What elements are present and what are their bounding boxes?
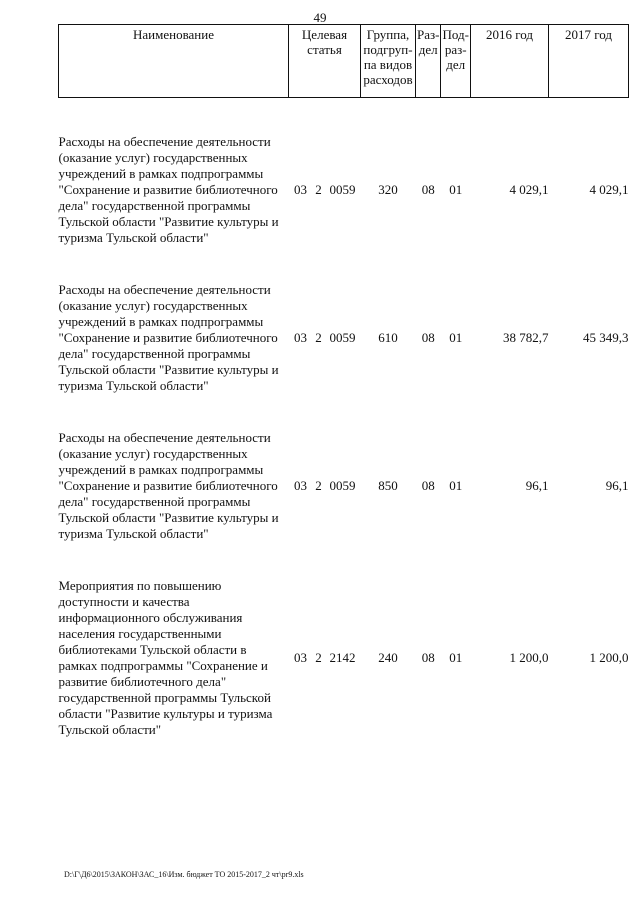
header-section: Раз-дел xyxy=(416,25,441,98)
header-subsection: Под-раз-дел xyxy=(441,25,470,98)
row-subsection: 01 xyxy=(449,330,463,345)
row-name: Расходы на обеспечение деятельности (оказание услуг) государственных учреждений в рамках подпрограммы "Сохранение и развитие библиотечного дела" государственной программы Тульской области "Развитие культуры и туризма Тульской области" xyxy=(58,282,279,393)
row-section: 08 xyxy=(421,330,435,345)
table-row xyxy=(59,578,629,738)
row-amount-2016: 4 029,1 xyxy=(509,182,549,197)
row-amount-2017: 1 200,0 xyxy=(589,650,629,665)
row-name: Расходы на обеспечение деятельности (оказание услуг) государственных учреждений в рамках подпрограммы "Сохранение и развитие библиотечного дела" государственной программы Тульской области "Развитие культуры и туризма Тульской области" xyxy=(58,430,279,541)
row-section: 08 xyxy=(421,650,435,665)
row-article: 03 2 0059 xyxy=(294,478,356,493)
row-group: 320 xyxy=(378,182,398,197)
row-subsection: 01 xyxy=(449,478,463,493)
row-section: 08 xyxy=(421,182,435,197)
row-amount-2017: 4 029,1 xyxy=(589,182,629,197)
page-number: 49 xyxy=(313,10,327,25)
row-group: 850 xyxy=(378,478,398,493)
row-group: 610 xyxy=(378,330,398,345)
table-row xyxy=(59,134,629,246)
row-article: 03 2 2142 xyxy=(294,650,356,665)
row-article: 03 2 0059 xyxy=(294,182,356,197)
row-subsection: 01 xyxy=(449,182,463,197)
header-article: Целевая статья xyxy=(289,25,361,98)
row-group: 240 xyxy=(378,650,398,665)
row-article: 03 2 0059 xyxy=(294,330,356,345)
table-row xyxy=(59,282,629,394)
header-group: Группа, подгруп-па видов расходов xyxy=(361,25,416,98)
table-row xyxy=(59,430,629,542)
row-amount-2017: 45 349,3 xyxy=(582,330,629,345)
row-amount-2017: 96,1 xyxy=(605,478,629,493)
table-header-row xyxy=(59,25,629,98)
row-amount-2016: 1 200,0 xyxy=(509,650,549,665)
file-path-footer: D:\Г\Д6\2015\ЗАКОН\ЗАС_16\Изм. бюджет ТО 2015-2017_2 чт\pr9.xls xyxy=(64,870,304,879)
row-amount-2016: 38 782,7 xyxy=(502,330,549,345)
row-subsection: 01 xyxy=(449,650,463,665)
header-name: Наименование xyxy=(59,25,289,98)
row-amount-2016: 96,1 xyxy=(525,478,549,493)
row-name: Расходы на обеспечение деятельности (оказание услуг) государственных учреждений в рамках подпрограммы "Сохранение и развитие библиотечного дела" государственной программы Тульской области "Развитие культуры и туризма Тульской области" xyxy=(58,134,279,245)
row-section: 08 xyxy=(421,478,435,493)
header-2017: 2017 год xyxy=(548,25,628,98)
header-2016: 2016 год xyxy=(470,25,548,98)
budget-table xyxy=(58,24,629,738)
row-name: Мероприятия по повышению доступности и качества информационного обслуживания населения государственными библиотеками Тульской области в рамках подпрограммы "Сохранение и развитие библиотечного дела" государственной программы Тульской области "Развитие культуры и туризма Тульской области" xyxy=(58,578,273,737)
